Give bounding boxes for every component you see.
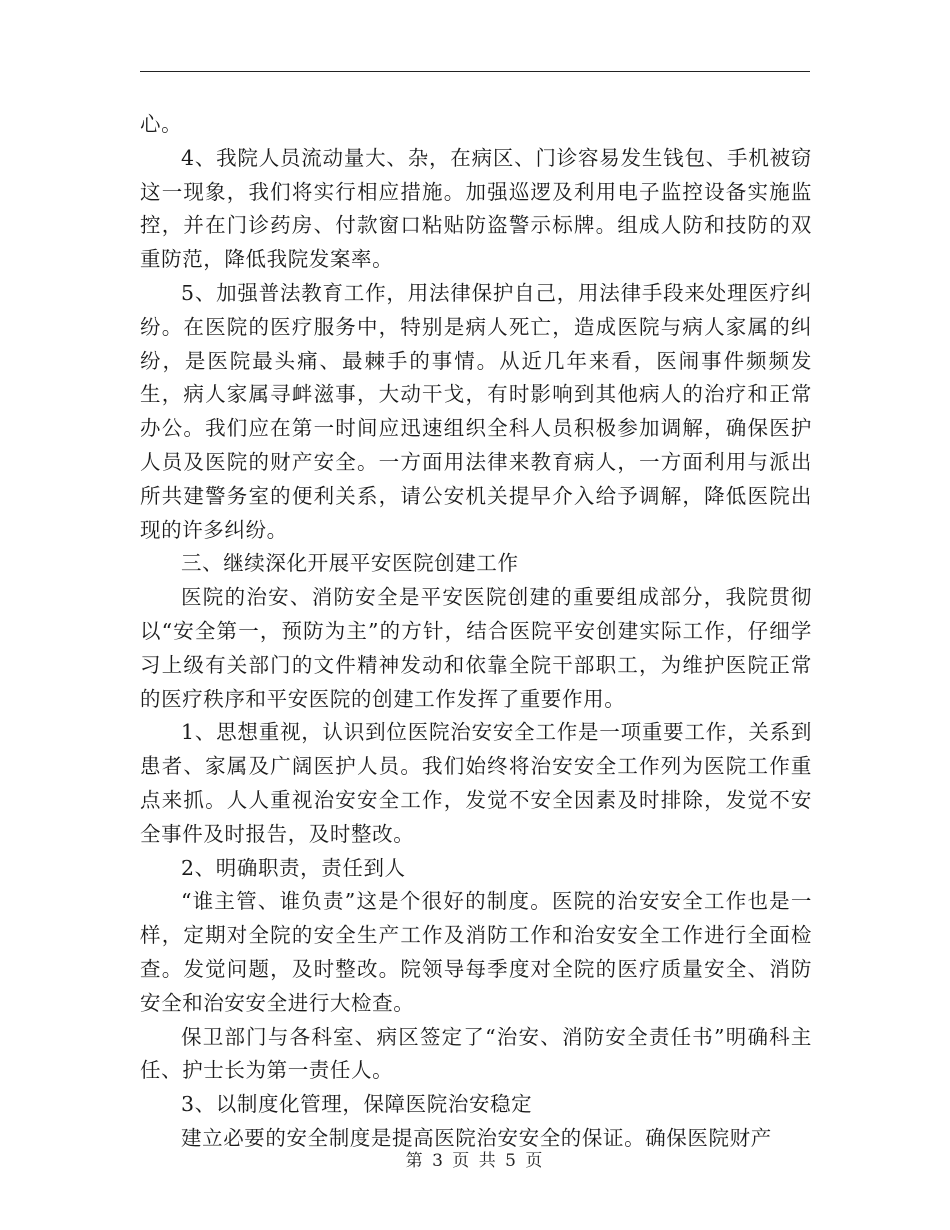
subheading-point-3: 3、以制度化管理，保障医院治安稳定 <box>181 1092 533 1117</box>
section-heading-3: 三、继续深化开展平安医院创建工作 <box>181 551 519 576</box>
subheading-point-2: 2、明确职责，责任到人 <box>181 855 406 880</box>
paragraph-item-5: 5、加强普法教育工作，用法律保护自己，用法律手段来处理医疗纠纷。在医院的医疗服务中，特别是病人死亡，造成医院与病人家属的纠纷，是医院最头痛、最棘手的事情。从近几年来看，医闹事件频频发生，病人家属寻衅滋事，大动干戈，有时影响到其他病人的治疗和正常办公。我们应在第一时间应迅速组织全科人员积极参加调解，确保医护人员及医院的财产安全。一方面用法律来教育病人，一方面利用与派出所共建警务室的便利关系，请公安机关提早介入给予调解，降低医院出现的许多纠纷。 <box>140 280 812 542</box>
paragraph-point-1: 1、思想重视，认识到位医院治安安全工作是一项重要工作，关系到患者、家属及广阔医护人员。我们始终将治安安全工作列为医院工作重点来抓。人人重视治安安全工作，发觉不安全因素及时排除，发觉不安全事件及时报告，及时整改。 <box>140 720 812 846</box>
paragraph-continuation: 心。 <box>140 112 183 136</box>
paragraph-responsibility: “谁主管、谁负责”这是个很好的制度。医院的治安安全工作也是一样，定期对全院的安全生产工作及消防工作和治安安全工作进行全面检查。发觉问题，及时整改。院领导每季度对全院的医疗质量安全、消防安全和治安安全进行大检查。 <box>140 889 812 1015</box>
document-body <box>140 108 812 1156</box>
paragraph-item-4: 4、我院人员流动量大、杂，在病区、门诊容易发生钱包、手机被窃这一现象，我们将实行相应措施。加强巡逻及利用电子监控设备实施监控，并在门诊药房、付款窗口粘贴防盗警示标牌。组成人防和技防的双重防范，降低我院发案率。 <box>140 145 812 272</box>
header-rule <box>140 71 810 72</box>
paragraph-system: 建立必要的安全制度是提高医院治安安全的保证。确保医院财产 <box>181 1125 772 1150</box>
paragraph-security-dept: 保卫部门与各科室、病区签定了“治安、消防安全责任书”明确科主任、护士长为第一责任人。 <box>140 1024 812 1083</box>
paragraph-section-intro: 医院的治安、消防安全是平安医院创建的重要组成部分，我院贯彻以“安全第一，预防为主”的方针，结合医院平安创建实际工作，仔细学习上级有关部门的文件精神发动和依靠全院干部职工，为维护医院正常的医疗秩序和平安医院的创建工作发挥了重要作用。 <box>140 585 812 711</box>
page-footer: 第 3 页 共 5 页 <box>405 1151 545 1171</box>
